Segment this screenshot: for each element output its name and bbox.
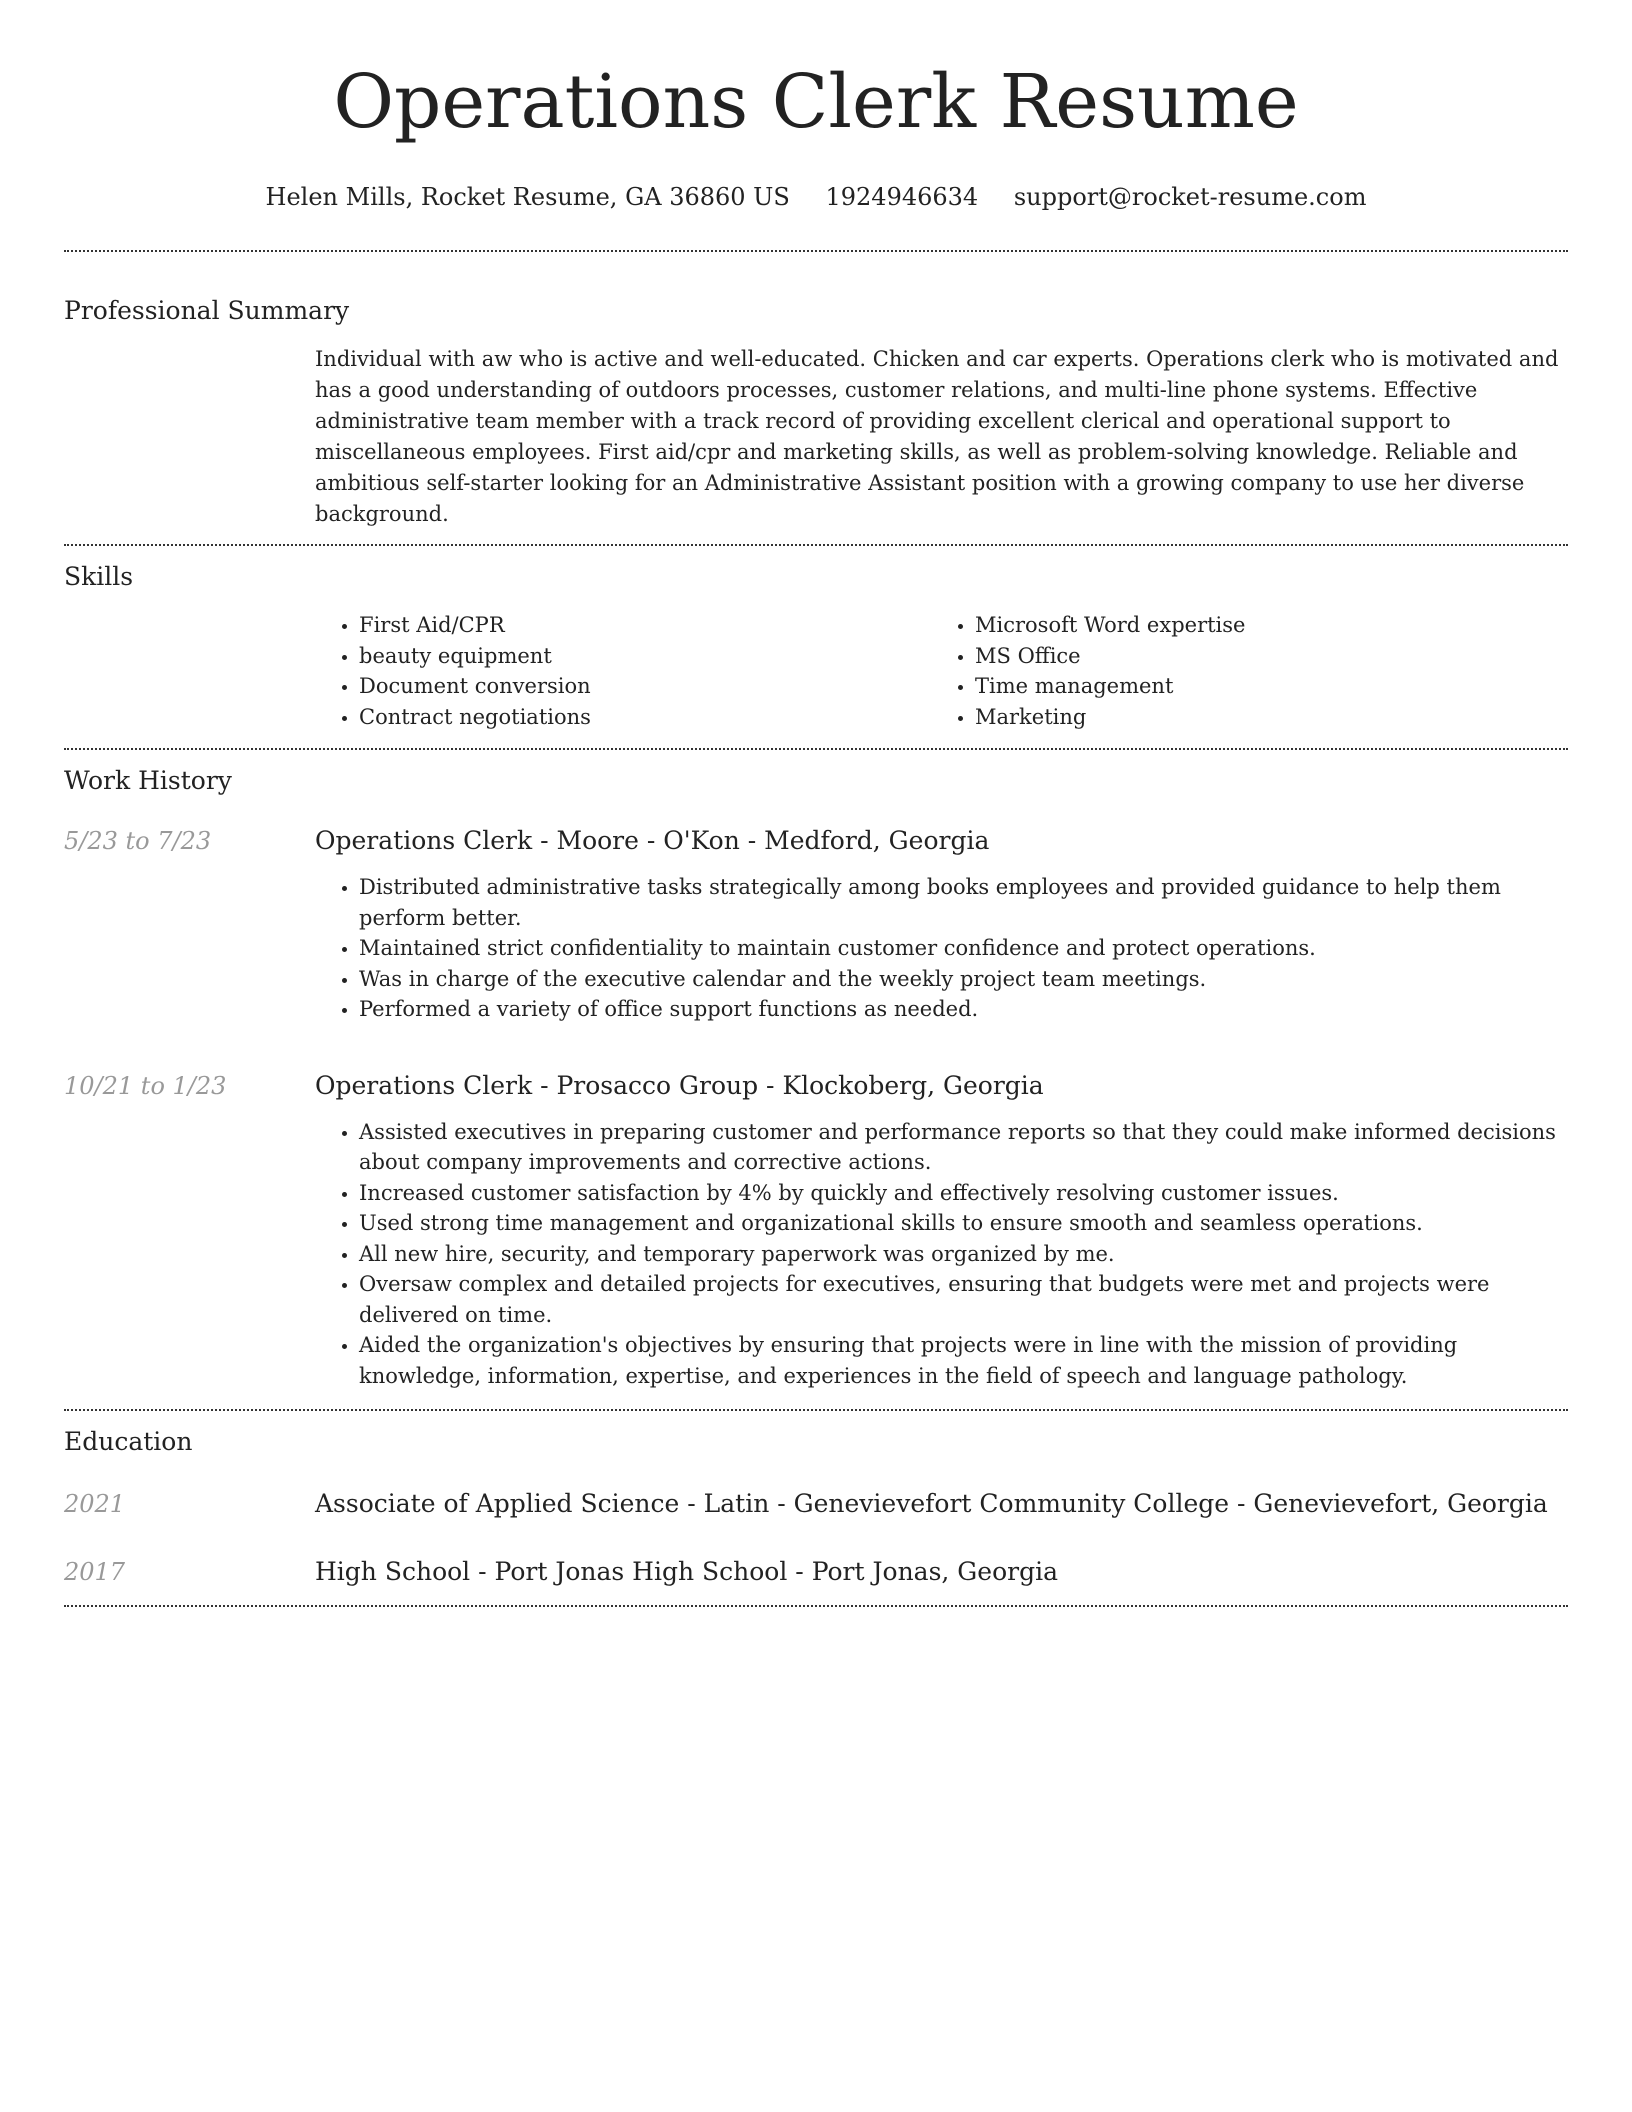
contact-line	[64, 180, 1568, 214]
job-bullet: • Aided the organization's objectives by ensuring that projects were in line with the mission of providing knowledge, information, expertise, and experiences in the field of speech and language pathology.	[359, 1330, 1568, 1391]
contact-email: support@rocket-resume.com	[1013, 183, 1367, 211]
skill-item: • Contract negotiations	[359, 702, 931, 733]
resume-title: Operations Clerk Resume	[333, 59, 1299, 145]
job-bullet: • Was in charge of the executive calendar and the weekly project team meetings.	[359, 964, 1568, 995]
job-bullet: • Maintained strict confidentiality to maintain customer confidence and protect operations.	[359, 933, 1568, 964]
skills-column-right	[931, 610, 1547, 732]
education-entry	[64, 1555, 1568, 1589]
job-bullets	[315, 1117, 1568, 1392]
skill-item: • beauty equipment	[359, 641, 931, 672]
job-bullet: • Assisted executives in preparing customer and performance reports so that they could make informed decisions about company improvements and corrective actions.	[359, 1117, 1568, 1178]
section-divider	[64, 544, 1568, 546]
education-entry	[64, 1487, 1568, 1521]
job-bullet: • Used strong time management and organizational skills to ensure smooth and seamless operations.	[359, 1208, 1568, 1239]
work-history-heading: Work History	[64, 766, 232, 795]
education-year: 2017	[64, 1558, 126, 1586]
skill-item: • Marketing	[975, 702, 1547, 733]
summary-heading: Professional Summary	[64, 296, 350, 325]
contact-phone: 1924946634	[825, 183, 979, 211]
job-bullet: • Oversaw complex and detailed projects for executives, ensuring that budgets were met and projects were delivered on time.	[359, 1269, 1568, 1330]
education-detail: Associate of Applied Science - Latin - Genevievefort Community College - Genevievefort, Georgia	[315, 1489, 1548, 1518]
section-divider	[64, 1409, 1568, 1411]
summary-section	[64, 294, 1568, 544]
summary-row	[64, 344, 1568, 544]
skill-item: • Microsoft Word expertise	[975, 610, 1547, 641]
skill-item: • First Aid/CPR	[359, 610, 931, 641]
work-history-section	[64, 764, 1568, 1409]
contact-address: Helen Mills, Rocket Resume, GA 36860 US	[265, 183, 790, 211]
skill-item: • Time management	[975, 671, 1547, 702]
education-detail: High School - Port Jonas High School - Port Jonas, Georgia	[315, 1557, 1058, 1586]
job-dates: 10/21 to 1/23	[64, 1071, 227, 1100]
job-title: Operations Clerk - Moore - O'Kon - Medford, Georgia	[315, 826, 990, 855]
skills-column-left	[315, 610, 931, 732]
job-bullets	[315, 872, 1568, 1025]
section-divider	[64, 748, 1568, 750]
job-entry	[64, 824, 1568, 1025]
job-bullet: • Increased customer satisfaction by 4% by quickly and effectively resolving customer issues.	[359, 1178, 1568, 1209]
skills-list	[315, 610, 1568, 748]
skill-item: • MS Office	[975, 641, 1547, 672]
job-bullet: • Performed a variety of office support functions as needed.	[359, 994, 1568, 1025]
section-divider	[64, 250, 1568, 252]
job-dates: 5/23 to 7/23	[64, 827, 212, 855]
job-bullet: • All new hire, security, and temporary paperwork was organized by me.	[359, 1239, 1568, 1270]
education-heading: Education	[64, 1427, 193, 1456]
job-bullet: • Distributed administrative tasks strategically among books employees and provided guidance to help them perform better.	[359, 872, 1568, 933]
job-entry	[64, 1069, 1568, 1392]
section-divider	[64, 1605, 1568, 1607]
education-year: 2021	[64, 1490, 126, 1518]
job-title: Operations Clerk - Prosacco Group - Klockoberg, Georgia	[315, 1070, 1044, 1100]
skills-heading: Skills	[64, 562, 134, 591]
skills-section	[64, 560, 1568, 748]
summary-text: Individual with aw who is active and well-educated. Chicken and car experts. Operations clerk who is motivated and has a good understanding of outdoors processes, customer relations, and multi-line phone systems. Effective administrative team member with a track record of providing excellent clerical and operational support to miscellaneous employees. First aid/cpr and marketing skills, as well as problem-solving knowledge. Reliable and ambitious self-starter looking for an Administrative Assistant position with a growing company to use her diverse background.	[315, 347, 1559, 526]
education-section	[64, 1425, 1568, 1605]
skill-item: • Document conversion	[359, 671, 931, 702]
skills-row	[64, 594, 1568, 748]
